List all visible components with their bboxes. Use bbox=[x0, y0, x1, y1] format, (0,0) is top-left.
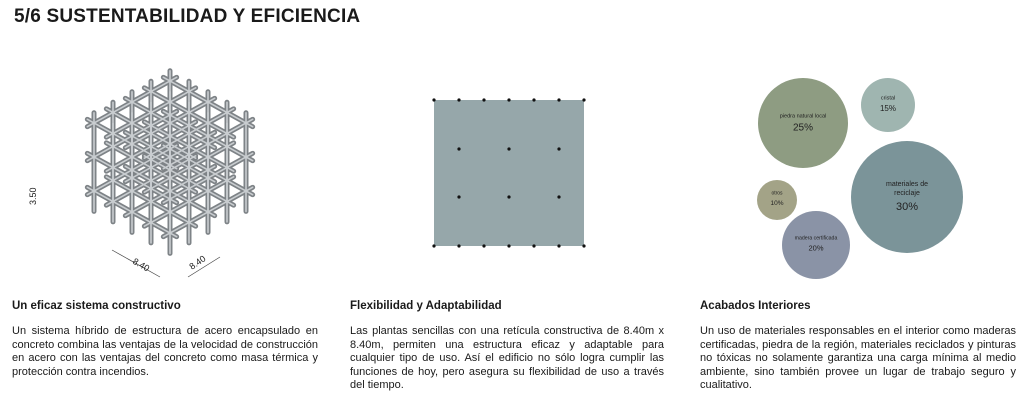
finishes-body: Un uso de materiales responsables en el interior como maderas certificadas, piedra de la región, materiales reciclados y pinturas no tóxicas no solamente garantiza una carga mínima al medio ambiente, sino también provee un lugar de trabajo seguro y cualitativo. bbox=[700, 325, 1016, 392]
grid-column-point bbox=[457, 244, 460, 247]
grid-column-point bbox=[557, 98, 560, 101]
flexibility-body: Las plantas sencillas con una retícula constructiva de 8.40m x 8.40m, permiten una estructura eficaz y adaptable para cualquier tipo de uso. Así el edificio no sólo logra cumplir las funciones de hoy, pero asegura su flexibilidad de uso a través del tiempo. bbox=[350, 325, 664, 392]
grid-column-point bbox=[507, 195, 510, 198]
grid-plan-diagram bbox=[428, 95, 590, 250]
grid-column-point bbox=[582, 98, 585, 101]
dim-width-label-a: 8.40 bbox=[131, 256, 152, 274]
grid-column-point bbox=[507, 147, 510, 150]
grid-column-point bbox=[482, 244, 485, 247]
bubble-value: 20% bbox=[808, 243, 824, 253]
grid-column-point bbox=[457, 98, 460, 101]
column-construction-system bbox=[12, 300, 318, 379]
grid-column-point bbox=[532, 98, 535, 101]
grid-column-point bbox=[507, 244, 510, 247]
grid-column-point bbox=[507, 98, 510, 101]
grid-plan-slab bbox=[434, 100, 584, 246]
grid-column-point bbox=[532, 244, 535, 247]
grid-column-point bbox=[432, 98, 435, 101]
construction-body: Un sistema híbrido de estructura de acero encapsulado en concreto combina las ventajas de la velocidad de construcción en acero con las ventajas del concreto como masa térmica y protección contra incendios. bbox=[12, 325, 318, 378]
bubble-label: otros bbox=[771, 190, 783, 197]
structure-illustration bbox=[20, 55, 320, 285]
grid-column-point bbox=[457, 195, 460, 198]
bubble-label: piedra natural local bbox=[779, 113, 827, 120]
bubble-value: 30% bbox=[895, 201, 919, 214]
page-title: 5/6 SUSTENTABILIDAD Y EFICIENCIA bbox=[14, 6, 361, 27]
grid-column-point bbox=[557, 244, 560, 247]
construction-heading: Un eficaz sistema constructivo bbox=[12, 300, 181, 312]
bubble-label: madera certificada bbox=[794, 235, 838, 242]
grid-column-point bbox=[557, 195, 560, 198]
bubble-value: 25% bbox=[792, 122, 814, 134]
grid-column-point bbox=[482, 98, 485, 101]
grid-column-point bbox=[582, 244, 585, 247]
bubble-materiales-de-reciclaje bbox=[851, 141, 963, 253]
bubble-label: materiales de bbox=[885, 181, 929, 188]
dim-height-label: 3.50 bbox=[28, 187, 38, 205]
dim-width-label-b: 8.40 bbox=[187, 253, 208, 272]
materials-bubble-chart bbox=[750, 70, 970, 285]
column-flexibility bbox=[350, 300, 664, 393]
grid-column-point bbox=[457, 147, 460, 150]
bubble-value: 10% bbox=[770, 200, 784, 208]
grid-column-point bbox=[432, 244, 435, 247]
column-interior-finishes bbox=[700, 300, 1016, 393]
bubble-label: cristal bbox=[880, 95, 896, 102]
bubble-label: reciclaje bbox=[894, 190, 920, 197]
bubble-value: 15% bbox=[879, 104, 897, 114]
flexibility-heading: Flexibilidad y Adaptabilidad bbox=[350, 300, 502, 312]
grid-column-point bbox=[557, 147, 560, 150]
finishes-heading: Acabados Interiores bbox=[700, 300, 811, 312]
